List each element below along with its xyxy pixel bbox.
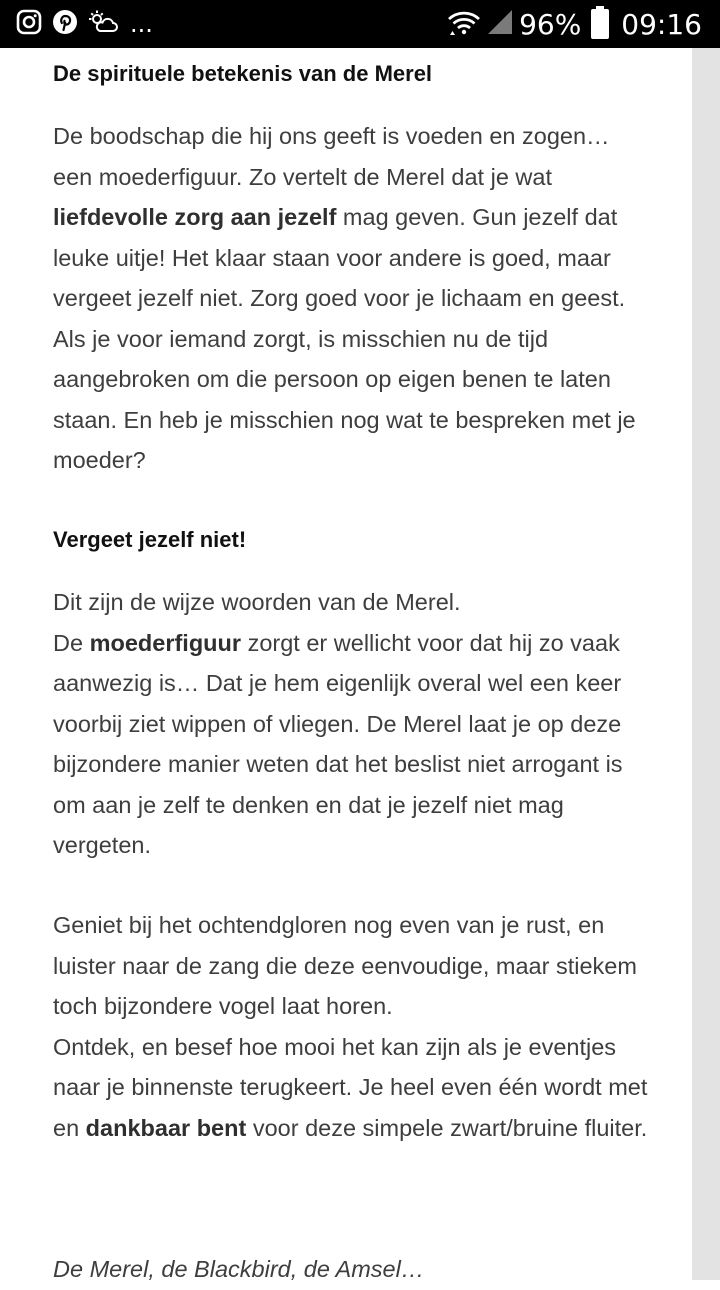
signal-icon (487, 9, 513, 40)
paragraph-text: Geniet bij het ochtendgloren nog even van je rust, en luister naar de zang die deze eenvoudige, maar stiekem toch bijzondere vogel laat horen. (53, 912, 637, 1019)
closing-line: De Merel, de Blackbird, de Amsel… (53, 1256, 425, 1282)
paragraph-text: De boodschap die hij ons geeft is voeden en zogen… een moederfiguur. Zo vertelt de Merel dat je wat (53, 123, 610, 190)
paragraph (53, 582, 653, 866)
weather-icon (88, 9, 118, 40)
paragraph-text: mag geven. Gun jezelf dat leuke uitje! Het klaar staan voor andere is goed, maar vergeet jezelf niet. Zorg goed voor je lichaam en geest. Als je voor iemand zorgt, is misschien nu de tijd aangebroken om die persoon op eigen benen te laten staan. En heb je misschien nog wat te bespreken met je moeder? (53, 204, 636, 473)
pinterest-icon (52, 9, 78, 40)
bold-text: liefdevolle zorg aan jezelf (53, 204, 337, 230)
paragraph-text: De (53, 629, 90, 656)
battery-icon (591, 9, 609, 39)
paragraph-text: voor deze simpele zwart/bruine fluiter. (246, 1114, 648, 1141)
instagram-icon (16, 9, 42, 40)
scrollbar[interactable] (692, 48, 720, 1280)
paragraph-text: zorgt er wellicht voor dat hij zo vaak aanwezig is… Dat je hem eigenlijk overal wel een keer voorbij ziet wippen of vliegen. De Merel laat je op deze bijzondere manier weten dat het beslist niet arrogant is om aan je zelf te denken en dat je jezelf niet mag vergeten. (53, 629, 623, 858)
battery-percentage: 96% (519, 7, 582, 41)
clock: 09:16 (621, 7, 702, 41)
status-bar (0, 0, 720, 48)
wifi-icon (447, 9, 481, 40)
paragraph (53, 905, 653, 1148)
notification-icons (16, 0, 153, 48)
bold-text: moederfiguur (89, 629, 242, 656)
section-heading: De spirituele betekenis van de Merel (53, 61, 433, 86)
paragraph (53, 116, 653, 481)
section-heading: Vergeet jezelf niet! (53, 527, 247, 552)
overflow-indicator: ... (130, 10, 153, 38)
bold-text: dankbaar bent (85, 1114, 247, 1141)
paragraph-text: Dit zijn de wijze woorden van de Merel. (53, 589, 461, 615)
paragraph-text: Ontdek, en besef hoe mooi het kan zijn als je eventjes naar je binnenste terugkeert. Je heel even één wordt met en (53, 1033, 648, 1141)
system-status (447, 0, 702, 48)
